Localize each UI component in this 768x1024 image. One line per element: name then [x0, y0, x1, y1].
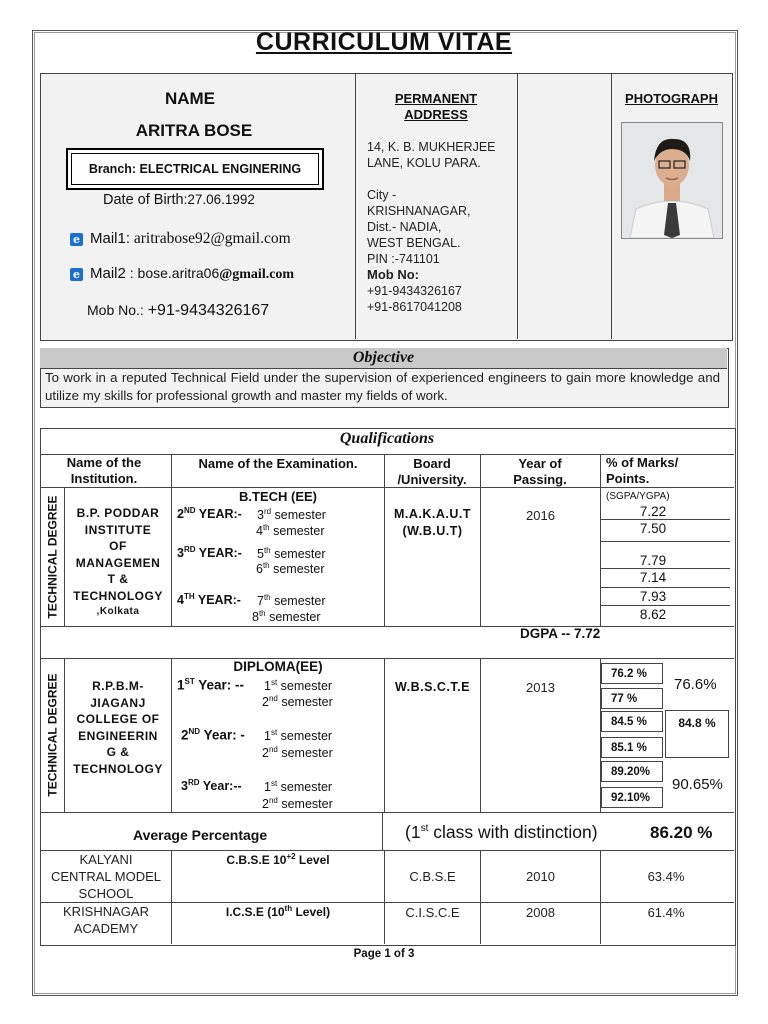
- institution-line: OF: [109, 539, 127, 553]
- address-line: City -: [367, 188, 397, 202]
- email-icon: e: [70, 233, 83, 246]
- col-header-board: Board /University.: [397, 456, 467, 487]
- address-line: 14, K. B. MUKHERJEE: [367, 140, 496, 154]
- sem-sup: st: [270, 728, 278, 737]
- institution-line: ACADEMY: [73, 921, 139, 936]
- diploma-board: W.B.S.C.T.E: [395, 680, 470, 694]
- sem-sup: st: [270, 678, 278, 687]
- page-title: CURRICULUM VITAE: [255, 28, 513, 56]
- btech-mark: 7.50: [639, 521, 667, 536]
- email-icon: e: [70, 268, 83, 281]
- year-label: YEAR:-: [195, 507, 242, 522]
- year-label: YEAR:-: [195, 546, 242, 561]
- class-sup: st: [420, 823, 429, 835]
- name-label: NAME: [164, 89, 216, 108]
- side-label-cell: [41, 658, 64, 812]
- sem-num: 1: [264, 780, 271, 795]
- photo-label: PHOTOGRAPH: [625, 91, 718, 106]
- year-num: 3: [177, 546, 184, 561]
- year-label: Year:--: [199, 779, 242, 794]
- sem-num: 6: [256, 562, 263, 577]
- objective-heading: Objective: [40, 348, 727, 369]
- btech-mark: 7.22: [639, 504, 667, 519]
- sem-label: semester: [277, 780, 333, 795]
- btech-4th-year: [177, 592, 241, 607]
- institution-line: G &: [106, 745, 130, 759]
- btech-semester-7: [257, 593, 326, 608]
- sem-sup: st: [270, 779, 278, 788]
- dob-label: Date of Birth: [103, 192, 184, 208]
- diploma-semester-2: [262, 796, 333, 811]
- btech-mark: 7.14: [639, 570, 667, 585]
- average-label: Average Percentage: [133, 827, 268, 843]
- btech-semester-6: [256, 561, 325, 576]
- candidate-name: ARITRA BOSE: [135, 121, 253, 140]
- diploma-year-avg: 84.8 %: [665, 710, 729, 758]
- mobile-number: +91-9434326167: [147, 302, 270, 319]
- diploma-3rd-year: [181, 778, 242, 793]
- sem-num: 2: [262, 695, 269, 710]
- branch-text: Branch: ELECTRICAL ENGINERING: [71, 153, 319, 185]
- table-col-rule: [600, 850, 601, 944]
- marks-rule: [600, 519, 730, 520]
- school-institution: [41, 903, 171, 937]
- sem-label: semester: [270, 547, 326, 562]
- diploma-mark: 92.10%: [601, 787, 663, 808]
- diploma-2nd-year: [181, 727, 245, 743]
- exam-sup: +2: [286, 852, 296, 861]
- sem-label: semester: [269, 562, 325, 577]
- address-lines: [367, 139, 496, 315]
- address-heading-line: ADDRESS: [404, 107, 468, 122]
- col-header-marks-note: (SGPA/YGPA): [606, 491, 670, 502]
- exam-post: Level): [292, 905, 331, 919]
- year-num: 2: [177, 507, 184, 522]
- school-year: 2010: [526, 869, 555, 884]
- school-marks: 61.4%: [647, 905, 685, 920]
- institution-line: SCHOOL: [78, 886, 134, 901]
- marks-rule: [600, 587, 730, 588]
- sem-sup: rd: [263, 507, 272, 516]
- diploma-semester-2: [262, 745, 333, 760]
- sem-num: 1: [264, 679, 271, 694]
- institution-line: MANAGEMEN: [75, 555, 161, 570]
- mail2-line: [90, 265, 294, 283]
- address-line: Dist.- NADIA,: [367, 220, 442, 234]
- year-num: 3: [181, 779, 188, 794]
- table-col-rule: [382, 812, 383, 850]
- table-col-rule: [480, 454, 481, 626]
- year-num: 2: [181, 727, 189, 743]
- address-line: LANE, KOLU PARA.: [367, 156, 481, 170]
- sem-label: semester: [277, 679, 333, 694]
- year-label: YEAR:-: [194, 593, 241, 608]
- address-heading-line: PERMANENT: [394, 91, 478, 106]
- school-board: C.I.S.C.E: [405, 905, 460, 920]
- sem-label: semester: [270, 594, 326, 609]
- year-sup: RD: [183, 545, 196, 554]
- table-col-rule: [384, 454, 385, 626]
- header-divider: [611, 73, 612, 339]
- institution-line: B.P. PODDAR: [76, 506, 160, 520]
- year-num: 4: [177, 593, 184, 608]
- address-mob-number: +91-8617041208: [367, 300, 462, 314]
- mobile-label: Mob No.:: [87, 302, 148, 318]
- year-label: Year: -: [200, 727, 245, 743]
- mail1-link[interactable]: aritrabose92@gmail.com: [130, 230, 291, 247]
- portrait-image: [622, 123, 722, 238]
- year-num: 1: [177, 677, 185, 693]
- address-line: KRISHNANAGAR,: [367, 204, 471, 218]
- diploma-semester-1: [264, 678, 332, 693]
- institution-line: CENTRAL MODEL: [50, 869, 162, 884]
- col-header-marks: [606, 455, 702, 505]
- diploma-year: 2013: [526, 680, 555, 695]
- diploma-mark: 89.20%: [601, 761, 663, 782]
- board-line: M.A.K.A.U.T: [393, 507, 472, 521]
- objective-text: To work in a reputed Technical Field under the supervision of experienced engineers to gain more knowledge and utilize my skills for professional growth and master my fields of work.: [45, 370, 720, 403]
- sem-label: semester: [265, 610, 321, 625]
- institution-line: KRISHNAGAR: [63, 904, 149, 919]
- side-label-cell: [41, 487, 64, 626]
- address-spacer: [367, 171, 496, 187]
- year-sup: ND: [188, 727, 201, 736]
- sem-sup: nd: [268, 745, 278, 754]
- sem-num: 7: [257, 594, 264, 609]
- institution-line: COLLEGE OF: [76, 712, 160, 726]
- exam-sup: th: [284, 904, 293, 913]
- sem-num: 4: [256, 524, 263, 539]
- col-header-year: Year of Passing.: [513, 456, 567, 487]
- address-mob-label: Mob No:: [367, 267, 419, 282]
- branch-box: [66, 148, 324, 190]
- sem-sup: nd: [268, 796, 278, 805]
- diploma-semester-1: [264, 728, 332, 743]
- btech-semester-5: [257, 546, 326, 561]
- col-header-exam: Name of the Examination.: [198, 456, 358, 471]
- sem-num: 8: [252, 610, 259, 625]
- address-heading: [356, 91, 516, 123]
- school-marks: 63.4%: [647, 869, 685, 884]
- institution-line: INSTITUTE: [84, 522, 152, 537]
- class-rest: class with distinction): [428, 822, 598, 842]
- institution-line: ENGINEERIN: [78, 728, 158, 743]
- exam-pre: I.C.S.E (10: [225, 905, 285, 919]
- diploma-year-avg: 76.6%: [674, 676, 717, 693]
- btech-exam-title: B.TECH (EE): [239, 489, 317, 504]
- institution-line: T &: [107, 572, 129, 586]
- diploma-semester-2: [262, 694, 333, 709]
- btech-semester-4: [256, 523, 325, 538]
- exam-post: Level: [295, 853, 330, 867]
- sem-label: semester: [277, 746, 333, 761]
- school-board: C.B.S.E: [409, 869, 456, 884]
- sem-sup: th: [263, 593, 271, 602]
- school-institution: [41, 851, 171, 902]
- table-col-rule: [600, 454, 601, 626]
- institution-city: ,Kolkata: [96, 606, 140, 617]
- school-year: 2008: [526, 905, 555, 920]
- average-class: [405, 822, 598, 843]
- sem-sup: th: [263, 546, 271, 555]
- marks-rule: [600, 605, 730, 606]
- mail2-domain[interactable]: @gmail.com: [219, 267, 295, 282]
- candidate-photo: [621, 122, 723, 239]
- sem-label: semester: [271, 508, 326, 523]
- school-exam: [172, 904, 384, 919]
- btech-2nd-year: [177, 506, 242, 521]
- diploma-year-avg: 90.65%: [672, 776, 723, 793]
- dob-value: :27.06.1992: [183, 192, 255, 207]
- institution-line: R.P.B.M-: [92, 679, 144, 693]
- sem-num: 5: [257, 547, 264, 562]
- diploma-institution: [65, 678, 171, 777]
- header-divider: [517, 73, 518, 339]
- institution-line: TECHNOLOGY: [73, 761, 163, 776]
- year-sup: RD: [187, 778, 200, 787]
- side-label-technical-degree: TECHNICAL DEGREE: [45, 673, 60, 797]
- sem-num: 2: [262, 746, 269, 761]
- sem-num: 1: [264, 729, 271, 744]
- sem-num: 2: [262, 797, 269, 812]
- btech-semester-3: [257, 507, 326, 522]
- btech-mark: 8.62: [639, 607, 667, 622]
- mobile-line: [87, 302, 269, 320]
- btech-year: 2016: [526, 508, 555, 523]
- diploma-mark: 76.2 %: [601, 663, 663, 684]
- sem-sup: th: [262, 523, 270, 532]
- diploma-exam-title: DIPLOMA(EE): [233, 659, 323, 674]
- btech-mark: 7.93: [639, 589, 667, 604]
- side-label-technical-degree: TECHNICAL DEGREE: [45, 494, 60, 619]
- year-label: Year: --: [194, 677, 245, 693]
- diploma-semester-1: [264, 779, 332, 794]
- institution-line: TECHNOLOGY: [73, 588, 163, 603]
- table-col-rule: [171, 658, 172, 812]
- table-col-rule: [480, 850, 481, 944]
- diploma-1st-year: [177, 677, 244, 693]
- btech-board: [385, 506, 480, 539]
- sem-label: semester: [277, 729, 333, 744]
- sem-num: 3: [257, 508, 264, 523]
- address-line: WEST BENGAL.: [367, 236, 461, 250]
- sem-label: semester: [277, 695, 333, 710]
- year-sup: ND: [183, 506, 196, 515]
- mail1-line: [90, 230, 291, 248]
- diploma-mark: 84.5 %: [601, 711, 663, 732]
- school-exam: [172, 852, 384, 867]
- sem-sup: th: [258, 609, 266, 618]
- diploma-mark: 85.1 %: [601, 737, 663, 758]
- diploma-mark: 77 %: [601, 688, 663, 709]
- btech-3rd-year: [177, 545, 242, 560]
- dgpa-value: DGPA -- 7.72: [520, 626, 601, 641]
- mail1-label: Mail1:: [90, 230, 131, 247]
- table-col-rule: [171, 454, 172, 626]
- year-sup: ST: [184, 677, 195, 686]
- btech-semester-8: [252, 609, 321, 624]
- marks-rule: [600, 541, 730, 542]
- table-col-rule: [384, 850, 385, 944]
- dob-line: [103, 192, 255, 208]
- table-rule: [40, 812, 734, 813]
- board-line: (W.B.U.T): [402, 523, 463, 538]
- average-value: 86.20 %: [650, 823, 713, 842]
- col-header-marks-text: % of Marks/ Points.: [606, 455, 679, 486]
- exam-pre: C.B.S.E 10: [226, 853, 287, 867]
- table-rule: [40, 658, 734, 659]
- address-line: PIN :-741101: [367, 252, 440, 266]
- sem-sup: nd: [268, 694, 278, 703]
- year-sup: TH: [183, 592, 195, 601]
- institution-line: KALYANI: [79, 852, 133, 867]
- marks-rule: [600, 568, 730, 569]
- sem-sup: th: [262, 561, 270, 570]
- page-footer: Page 1 of 3: [353, 948, 415, 960]
- sem-label: semester: [269, 524, 325, 539]
- qualifications-heading: Qualifications: [339, 430, 435, 447]
- mail2-label: Mail2: [90, 265, 126, 282]
- institution-line: JIAGANJ: [90, 695, 146, 710]
- class-pre: (1: [405, 822, 421, 842]
- btech-institution: [65, 505, 171, 621]
- sem-label: semester: [277, 797, 333, 812]
- table-rule: [40, 626, 734, 627]
- address-mob-number: +91-9434326167: [367, 284, 462, 298]
- mail2-user[interactable]: : bose.aritra06: [125, 265, 220, 281]
- col-header-institution: Name of the Institution.: [66, 455, 142, 486]
- btech-mark: 7.79: [639, 553, 667, 568]
